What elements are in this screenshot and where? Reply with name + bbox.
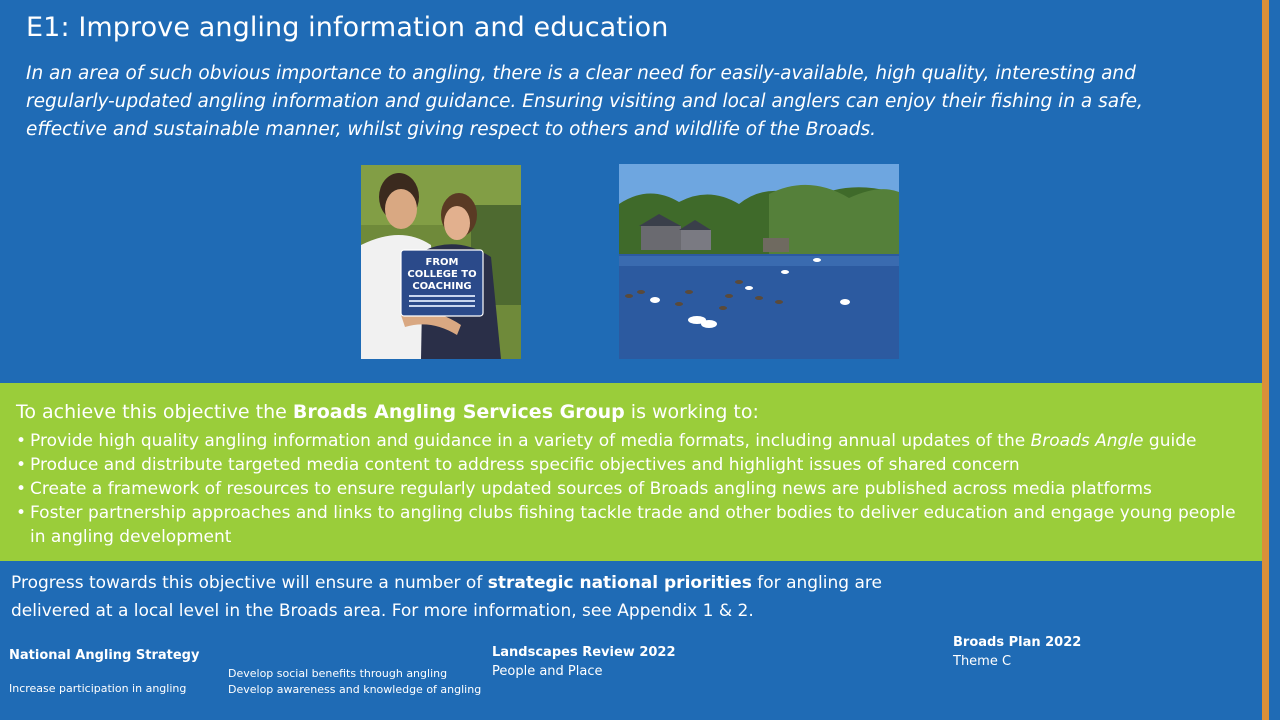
objective-lead-post: is working to:: [624, 401, 759, 423]
objective-band: [0, 383, 1262, 561]
objective-bullet: • Produce and distribute targeted media content to address specific objectives and highlight issues of shared concern: [16, 453, 1246, 477]
nas-item: Develop social benefits through angling: [228, 667, 448, 680]
objective-bullet: • Create a framework of resources to ensure regularly updated sources of Broads angling news are published across media platforms: [16, 477, 1246, 501]
objective-bullet: [16, 429, 1246, 453]
nas-item: Increase participation in angling: [9, 682, 187, 695]
nas-item: Develop awareness and knowledge of angling: [228, 683, 482, 696]
landscapes-review-sub: People and Place: [492, 664, 603, 679]
bullet-1-post: guide: [1143, 431, 1197, 451]
progress-paragraph: [11, 569, 911, 625]
broads-plan-title: Broads Plan 2022: [953, 635, 1082, 650]
objective-lead-pre: To achieve this objective the: [16, 401, 293, 423]
bullet-1-pre: Provide high quality angling information and guidance in a variety of media formats, including annual updates of the: [30, 431, 1031, 451]
nas-title: National Angling Strategy: [9, 648, 200, 663]
broads-plan-sub: Theme C: [953, 654, 1012, 669]
coaching-photo: [361, 165, 521, 359]
river-photo-art: [619, 164, 899, 359]
progress-priorities: strategic national priorities: [487, 573, 752, 593]
objective-bullet: • Foster partnership approaches and links to angling clubs fishing tackle trade and other bodies to deliver education and engage young people in angling development: [16, 501, 1246, 549]
intro-paragraph: In an area of such obvious importance to angling, there is a clear need for easily-available, high quality, interesting and regularly-updated angling information and guidance. Ensuring visiting and local anglers can enjoy their fishing in a safe, effective and sustainable manner, whilst giving respect to others and wildlife of the Broads.: [26, 63, 1143, 140]
slide-title: E1: Improve angling information and education: [26, 12, 669, 43]
accent-stripe: [1262, 0, 1269, 720]
objective-group-name: Broads Angling Services Group: [292, 401, 625, 423]
broads-river-photo: [619, 164, 899, 359]
objective-lead: [16, 401, 759, 423]
sign-line-3: COACHING: [412, 281, 472, 292]
right-edge-stripe: [1262, 0, 1280, 720]
sign-line-1: FROM: [425, 257, 459, 268]
sign-line-2: COLLEGE TO: [407, 269, 477, 280]
progress-pre: Progress towards this objective will ensure a number of: [11, 573, 488, 593]
bullet-1-italic: Broads Angle: [1030, 431, 1144, 451]
objective-bullet-list: [16, 429, 1246, 549]
progress-post: for angling are delivered at a local level in the Broads area. For more information, see Appendix 1 & 2.: [11, 573, 882, 621]
landscapes-review-title: Landscapes Review 2022: [492, 645, 676, 660]
coaching-photo-art: [361, 165, 521, 359]
